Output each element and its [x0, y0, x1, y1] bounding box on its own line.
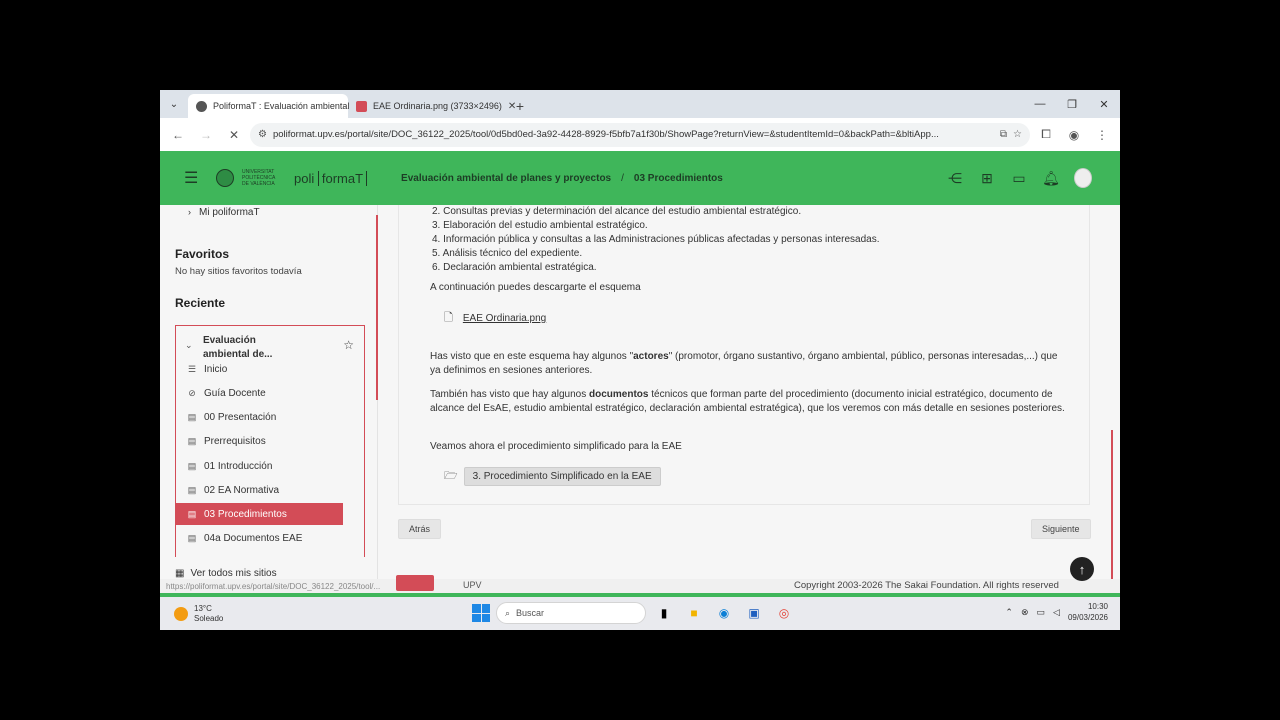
status-url: https://poliformat.upv.es/portal/site/DOC_36122_2025/tool/... [162, 582, 384, 591]
tool-01-introduccion[interactable]: ▤ 01 Introducción [187, 460, 273, 472]
compass-icon: ⊘ [188, 387, 196, 398]
download-row [444, 309, 546, 328]
screen [160, 90, 1120, 630]
close-tab-icon[interactable]: ✕ [507, 100, 517, 112]
sites-sidebar [160, 205, 378, 595]
list-item: 2. Consultas previas y determinación del alcance del estudio ambiental estratégico. [432, 206, 802, 217]
my-poliformat-link[interactable]: › Mi poliformaT [188, 207, 260, 218]
next-button[interactable]: Siguiente [1031, 519, 1091, 539]
procedure-steps-list [432, 205, 879, 275]
list-item: 6. Declaración ambiental estratégica. [432, 262, 597, 273]
site-header [160, 151, 1120, 205]
task-view-icon[interactable]: ▮ [660, 606, 668, 620]
page-icon: ▤ [187, 435, 197, 446]
breadcrumb-site-link[interactable]: Evaluación ambiental de planes y proyectos [401, 172, 612, 184]
favorites-heading: Favoritos [175, 247, 230, 261]
tool-guia-docente[interactable]: ⊘ Guía Docente [188, 387, 266, 399]
url-text: poliformat.upv.es/portal/site/DOC_36122_2025/tool/0d5bd0ed-3a92-4428-8929-f5bfb7a1f30b/ShowPage?returnView=&studentItemId=0&backPath=&bltiApp... [272, 129, 939, 140]
apps-grid-icon[interactable]: ⊞ [981, 169, 993, 186]
page-icon: ▤ [187, 460, 197, 471]
windows-taskbar [160, 597, 1120, 630]
browser-tab-bar [160, 90, 1120, 118]
share-icon[interactable]: ⋲ [948, 169, 962, 186]
simplified-procedure-row [444, 467, 661, 486]
folder-open-icon: 🗁 [444, 470, 458, 482]
taskbar-apps [472, 601, 796, 625]
forward-arrow-icon[interactable]: → [200, 127, 212, 142]
footer-logo [396, 575, 434, 591]
window-controls [1024, 90, 1120, 118]
footer-upv-link[interactable]: UPV [463, 580, 482, 590]
image-favicon-icon [356, 101, 367, 112]
actores-paragraph: Has visto que en este esquema hay algunos "actores" (promotor, órgano sustantivo, órgano ambiental, público, personas interesadas,...) que ya definimos en sesiones anteriores. [430, 351, 1058, 376]
tool-04a-documentos-eae[interactable]: ▤ 04a Documentos EAE [187, 532, 303, 544]
install-app-icon[interactable]: ⧉ [999, 129, 1008, 140]
new-tab-plus-icon[interactable]: + [515, 98, 525, 114]
tool-00-presentacion[interactable]: ▤ 00 Presentación [187, 411, 277, 423]
show-hidden-icons-icon[interactable]: ⌃ [1005, 606, 1013, 617]
download-link[interactable]: EAE Ordinaria.png [462, 313, 547, 324]
url-field[interactable] [250, 123, 1030, 147]
lesson-card [398, 205, 1090, 505]
download-intro-text: A continuación puedes descargarte el esquema [430, 282, 641, 293]
list-icon: ☰ [187, 363, 197, 374]
minimize-icon[interactable]: — [1034, 98, 1046, 110]
restore-icon[interactable]: ❐ [1067, 98, 1077, 111]
list-item: 5. Análisis técnico del expediente. [432, 248, 583, 259]
windows-start-icon[interactable] [472, 604, 490, 622]
tab-search-dropdown-icon[interactable]: ⌄ [169, 98, 179, 110]
page-icon: ▤ [187, 532, 197, 543]
site-info-icon[interactable]: ⚙ [258, 129, 267, 140]
file-icon: 🗋 [444, 312, 453, 324]
page-icon: ▤ [187, 508, 197, 519]
extensions-icon[interactable]: ⧠ [1041, 127, 1051, 141]
tool-02-ea-normativa[interactable]: ▤ 02 EA Normativa [187, 484, 280, 496]
favorites-empty-text: No hay sitios favoritos todavía [175, 266, 302, 277]
poliformat-logo[interactable] [216, 169, 367, 187]
tool-inicio[interactable]: ☰ Inicio [187, 363, 228, 375]
body-area [160, 205, 1120, 595]
content-scrollbar[interactable] [1111, 430, 1113, 588]
chrome-favicon-icon [196, 101, 207, 112]
next-intro-text: Veamos ahora el procedimiento simplificado para la EAE [430, 441, 682, 452]
calendar-icon[interactable]: ▭ [1012, 169, 1026, 186]
chevron-down-icon[interactable]: ⌄ [185, 340, 193, 350]
simplified-procedure-button[interactable]: 3. Procedimiento Simplificado en la EAE [464, 467, 661, 486]
grid-icon: ▦ [175, 568, 185, 579]
documentos-paragraph: También has visto que hay algunos documentos técnicos que forman parte del procedimiento (documento inicial estratégico, documento de alcance del EsAE, estudio ambiental estratégico, declaración ambiental estratégica), que los veremos con más detalle en sesiones posteriores. [430, 389, 1065, 414]
page-icon: ▤ [187, 411, 197, 422]
upv-seal-icon [216, 169, 234, 187]
hamburger-menu-icon[interactable]: ☰ [184, 170, 199, 187]
breadcrumb [401, 173, 723, 184]
network-icon[interactable]: ⊗ [1020, 606, 1029, 617]
chrome-icon[interactable]: ◎ [778, 606, 790, 620]
user-avatar[interactable] [1074, 168, 1092, 188]
edge-icon[interactable]: ◉ [718, 606, 730, 620]
volume-icon[interactable]: ◁ [1053, 606, 1060, 617]
site-title[interactable]: Evaluación ambiental de... [203, 335, 273, 360]
chevron-right-icon: › [188, 207, 191, 217]
search-placeholder: Buscar [516, 608, 545, 618]
weather-condition: Soleado [194, 613, 224, 623]
favorite-star-icon[interactable]: ☆ [343, 338, 354, 352]
weather-widget[interactable] [160, 604, 360, 624]
logo-poliformat-text: poli formaT [294, 171, 367, 186]
close-window-icon[interactable]: ✕ [1099, 98, 1109, 111]
recent-heading: Reciente [175, 296, 226, 310]
sidebar-scrollbar[interactable] [376, 215, 378, 400]
tool-prerrequisitos[interactable]: ▤ Prerrequisitos [187, 435, 266, 447]
notifications-bell-icon[interactable]: 🔔︎ [1042, 169, 1060, 186]
footer-copyright: Copyright 2003-2026 The Sakai Foundation. All rights reserved [794, 580, 1059, 591]
header-actions [946, 168, 1120, 188]
list-item: 4. Información pública y consultas a las Administraciones públicas afectadas y personas interesadas. [432, 234, 880, 245]
view-all-sites-link[interactable]: ▦ Ver todos mis sitios [175, 568, 277, 579]
profile-icon[interactable]: ◉ [1068, 127, 1080, 142]
browser-menu-icon[interactable]: ⋮ [1096, 127, 1108, 142]
tool-03-procedimientos[interactable]: ▤ 03 Procedimientos [175, 503, 343, 525]
stop-loading-icon[interactable]: ✕ [228, 127, 240, 142]
file-explorer-icon[interactable]: ■ [690, 606, 698, 620]
logo-university-text: UNIVERSITAT POLITÈCNICA DE VALÈNCIA [242, 169, 276, 187]
address-bar-row [160, 118, 1120, 151]
main-content [398, 205, 1108, 595]
breadcrumb-separator: / [621, 172, 624, 184]
bookmark-star-icon[interactable]: ☆ [1013, 129, 1022, 140]
display-icon[interactable]: ▭ [1036, 606, 1046, 617]
search-icon: ⌕ [505, 607, 511, 618]
tab-title: EAE Ordinaria.png (3733×2496) [373, 101, 502, 111]
tab-title: PoliformaT : Evaluación ambiental [213, 101, 350, 111]
scroll-to-top-arrow-icon[interactable]: ↑ [1070, 557, 1094, 581]
list-item: 3. Elaboración del estudio ambiental estratégico. [432, 220, 648, 231]
back-arrow-icon[interactable]: ← [172, 127, 184, 142]
system-tray [1005, 601, 1108, 623]
browser-tab-poliformat[interactable] [188, 94, 348, 118]
browser-tab-image[interactable] [348, 94, 517, 118]
weather-temp: 13°C [194, 603, 212, 613]
clock[interactable]: 10:30 09/03/2026 [1067, 602, 1108, 622]
taskbar-search[interactable] [496, 602, 646, 624]
sun-icon [174, 607, 188, 621]
back-button[interactable]: Atrás [398, 519, 441, 539]
page-icon: ▤ [187, 484, 197, 495]
store-icon[interactable]: ▣ [748, 606, 760, 620]
breadcrumb-current-page: 03 Procedimientos [633, 172, 723, 184]
